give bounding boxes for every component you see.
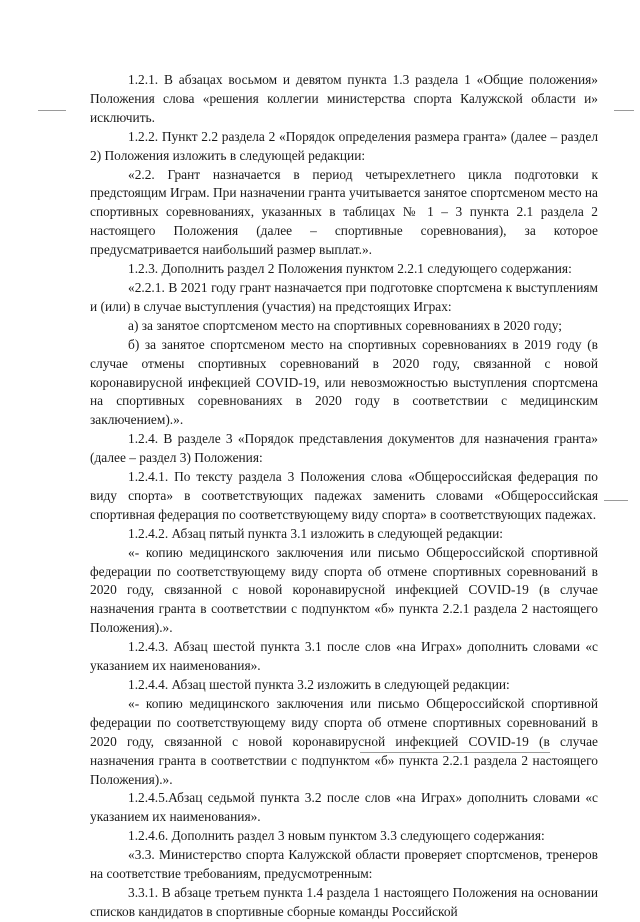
scan-mark-right-middle [604,500,628,501]
paragraph-1-2-3: 1.2.3. Дополнить раздел 2 Положения пунктом 2.2.1 следующего содержания: [128,261,572,277]
paragraph-3-3-quote: «3.3. Министерство спорта Калужской области проверяет спортсменов, тренеров на соответствие требованиям, предусмотренным: [90,847,598,882]
scan-mark-right-top [614,110,634,111]
paragraph-2-2-1-quote: «2.2.1. В 2021 году грант назначается при подготовке спортсмена к выступлениям и (или) в случае выступления (участия) на предстоящих Играх: [90,279,598,314]
paragraph-3-2-quote: «- копию медицинского заключения или письмо Общероссийской спортивной федерации по соответствующему виду спорта об отмене спортивных соревнований в 2020 году, связанной с новой коронавирусной инфекцией COVID-19 (в случае назначения гранта в соответствии с подпунктом «б» пункта 2.2.1 раздела 2 настоящего Положения).». [90,695,598,787]
paragraph-3-1-quote: «- копию медицинского заключения или письмо Общероссийской спортивной федерации по соответствующему виду спорта об отмене спортивных соревнований в 2020 году, связанной с новой коронавирусной инфекцией COVID-19 (в случае назначения гранта в соответствии с подпунктом «б» пункта 2.2.1 раздела 2 настоящего Положения).». [90,544,598,636]
paragraph-3-3-1: 3.3.1. В абзаце третьем пункта 1.4 раздела 1 настоящего Положения на основании списков кандидатов в спортивные сборные команды Российской [90,884,598,919]
paragraph-1-2-2: 1.2.2. Пункт 2.2 раздела 2 «Порядок определения размера гранта» (далее – раздел 2) Положения изложить в следующей редакции: [90,128,598,163]
paragraph-1-2-4-6: 1.2.4.6. Дополнить раздел 3 новым пунктом 3.3 следующего содержания: [128,828,545,844]
paragraph-1-2-1: 1.2.1. В абзацах восьмом и девятом пункта 1.3 раздела 1 «Общие положения» Положения слова «решения коллегии министерства спорта Калужской области и» исключить. [90,72,598,125]
paragraph-2-2-quote: «2.2. Грант назначается в период четырехлетнего цикла подготовки к предстоящим Играм. При назначении гранта учитывается занятое спортсменом место на спортивных соревнованиях, указанных в таблицах № 1 – 3 пункта 2.1 раздела 2 настоящего Положения (далее – спортивные соревнования), за которое предусматривается наибольший размер выплат.». [90,166,598,258]
paragraph-item-a: а) за занятое спортсменом место на спортивных соревнованиях в 2020 году; [128,317,562,333]
paragraph-1-2-4-3: 1.2.4.3. Абзац шестой пункта 3.1 после слов «на Играх» дополнить словами «с указанием их наименования». [90,639,598,674]
scan-mark-underline [360,752,550,753]
scan-mark-left-top [38,110,66,111]
paragraph-1-2-4-5: 1.2.4.5.Абзац седьмой пункта 3.2 после слов «на Играх» дополнить словами «с указанием их наименования». [90,790,598,825]
paragraph-item-b: б) за занятое спортсменом место на спортивных соревнованиях в 2019 году (в случае отмены спортивных соревнований в 2020 году, связанной с новой коронавирусной инфекцией COVID-19, или невозможностью выступления спортсмена на спортивных соревнованиях в 2020 году в соответствии с медицинским заключением).». [90,336,598,428]
paragraph-1-2-4-2: 1.2.4.2. Абзац пятый пункта 3.1 изложить в следующей редакции: [128,525,504,541]
document-body [90,71,598,922]
paragraph-1-2-4: 1.2.4. В разделе 3 «Порядок представления документов для назначения гранта» (далее – раздел 3) Положения: [90,431,598,466]
paragraph-1-2-4-4: 1.2.4.4. Абзац шестой пункта 3.2 изложить в следующей редакции: [128,677,510,692]
paragraph-1-2-4-1: 1.2.4.1. По тексту раздела 3 Положения слова «Общероссийская федерация по виду спорта» в соответствующих падежах заменить словами «Общероссийская спортивная федерация по соответствующему виду спорта» в соответствующих падежах. [90,469,598,522]
